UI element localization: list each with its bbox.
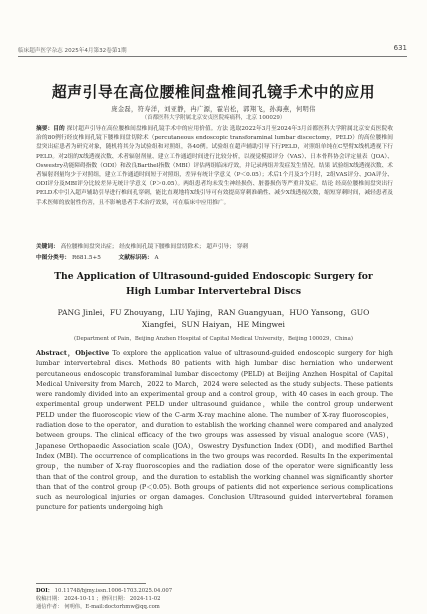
classification-label: 中图分类号： xyxy=(36,255,71,261)
authors-chinese: 庞金磊，符寿洋，刘亚静，冉广源，霍岩松，郭翔飞，孙海燕，何明伟 xyxy=(111,106,316,113)
affiliation-english: (Department of Pain，Beijing Anzhen Hospital of Capital Medical University，Beijing 100029，China) xyxy=(74,336,353,342)
received-label: 收稿日期： xyxy=(36,596,63,602)
document-code-value: A xyxy=(154,255,159,261)
classification-value: R681.5+5 xyxy=(71,255,101,261)
abstract-english xyxy=(36,348,393,513)
running-header xyxy=(18,44,407,55)
abstract-english-text: To explore the application value of ultrasound-guided endoscopic surgery for high lumbar intervertebral discs. Methods 80 patients with high lumbar disc herniation who underwent percutaneous endoscopic transforaminal lumbar discectomy (PELD) at Beijing Anzhen Hospital of Capital Medical University from March，2022 to March，2024 were selected as the study subjects. These patients were randomly divided into an experimental group and a control group，with 40 cases in each group. The experimental group underwent PELD under ultrasound guidance，while the control group underwent PELD under the fluoroscopic view of the C-arm X-ray machine alone. The number of X-ray fluoroscopies，radiation dose to the operator，and duration to establish the working channel were compared and analyzed between groups. The clinical efficacy of the two groups was assessed by visual analogue score (VAS)，Japanese Orthopaedic Association scale (JOA)，Oswestry Dysfunction Index (ODI)，and modified Barthel Index (MBI). The occurrence of complications in the two groups was recorded. Results In the experimental group，the number of X-ray fluoroscopies and the radiation dose of the operator were significantly less than that of the control group，and the duration to establish the working channel was significantly shorter than that of the control group (P＜0.05). Both groups of patients did not experience serious complications such as neurological injuries or organ damages. Conclusion Ultrasound guided intervertebral foramen puncture for patients undergoing high xyxy=(36,349,393,512)
authors-english: PANG Jinlei，FU Zhouyang，LIU Yajing，RAN Guangyuan，HUO Yansong，GUO Xiangfei，SUN Haiyan，HE Mingwei xyxy=(57,308,370,329)
keywords-chinese-text: 高位腰椎间盘突出症； 经皮椎间孔镜下腰椎间盘切除术； 超声引导； 穿刺 xyxy=(60,244,248,250)
dates-line xyxy=(36,594,393,602)
journal-name: 临床超声医学杂志 2025年4月第32卷第1期 xyxy=(18,48,127,54)
abstract-chinese-text: 探讨超声引导在高位腰椎间盘椎间孔镜手术中的应用价值。方法 选取2022年3月至2024年3月首都医科大学附属北京安贞医院收治的80例行经皮椎间孔镜下腰椎间盘切除术（percutaneous endoscopic transforaminal lumbar discectomy，PELD）的高位腰椎间盘突出症患者为研究对象，随机将其分为试验组和对照组，各40例。试验组在超声辅助引导下行PELD，对照组单纯在C型臂X线机透视下行PELD。对2组的X线透视次数、术者辐射剂量、建立工作通道时间进行比较分析，以视觉模拟评分（VAS）、日本骨科协会评定量表（JOA）、Oswestry功能障碍指数（ODI）和改良Barthel指数（MBI）评估两组临床疗效，并记录两组并发症发生情况。结果 试验组X线透视次数、术者辐射剂量均少于对照组，建立工作通道时间短于对照组，差异有统计学意义（P＜0.05）；术后1个月及3个月时，2组VAS评分、JOA评分、ODI评分及MBI评分比较差异无统计学意义（P＞0.05）。两组患者均未发生神经损伤、脏器损伤等严重并发症。结论 经高位腰椎间盘突出行PELD术中引入超声辅助引导进行椎间孔穿刺，能比直观地将X线引导可有效提高穿刺准确性、减少X线透视次数，缩短穿刺时间，减轻患者及手术医师的放射性伤害，且不影响患者手术治疗效果，可在临床中应用推广。 xyxy=(36,126,394,206)
footnote-rule xyxy=(36,583,146,584)
abstract-english-label: Abstract，Objective xyxy=(36,349,110,357)
doi-value: 10.11748/bjmy.issn.1006-1703.2025.04.007 xyxy=(54,588,173,594)
header-rule xyxy=(18,56,407,57)
revised-label: ；修回日期： xyxy=(96,596,129,602)
affiliation-chinese: （首都医科大学附属北京安贞医院疼痛科，北京 100029） xyxy=(141,115,286,121)
abstract-chinese xyxy=(36,125,393,208)
classification-line xyxy=(36,252,393,261)
title-chinese: 超声引导在高位腰椎间盘椎间孔镜手术中的应用 xyxy=(51,84,376,101)
revised-date: 2024-11-02 xyxy=(129,596,161,602)
page-number: 631 xyxy=(393,44,407,52)
keywords-chinese xyxy=(36,241,393,250)
corresponding-author-line xyxy=(36,602,393,610)
corresponding-author-contact: 何明伟，E-mail:doctorhmw@qq.com xyxy=(64,604,160,610)
title-english: The Application of Ultrasound-guided Endoscopic Surgery for High Lumbar Intervertebral Discs xyxy=(54,271,373,297)
received-date: 2024-10-11 xyxy=(64,596,95,602)
document-code-label: 文献标识码： xyxy=(118,255,153,261)
keywords-chinese-label: 关键词： xyxy=(36,244,59,250)
doi-line xyxy=(36,586,393,594)
corresponding-author-label: 通信作者： xyxy=(36,604,63,610)
doi-label: DOI： xyxy=(36,588,53,594)
abstract-chinese-label: 摘要：目的 xyxy=(36,126,65,132)
